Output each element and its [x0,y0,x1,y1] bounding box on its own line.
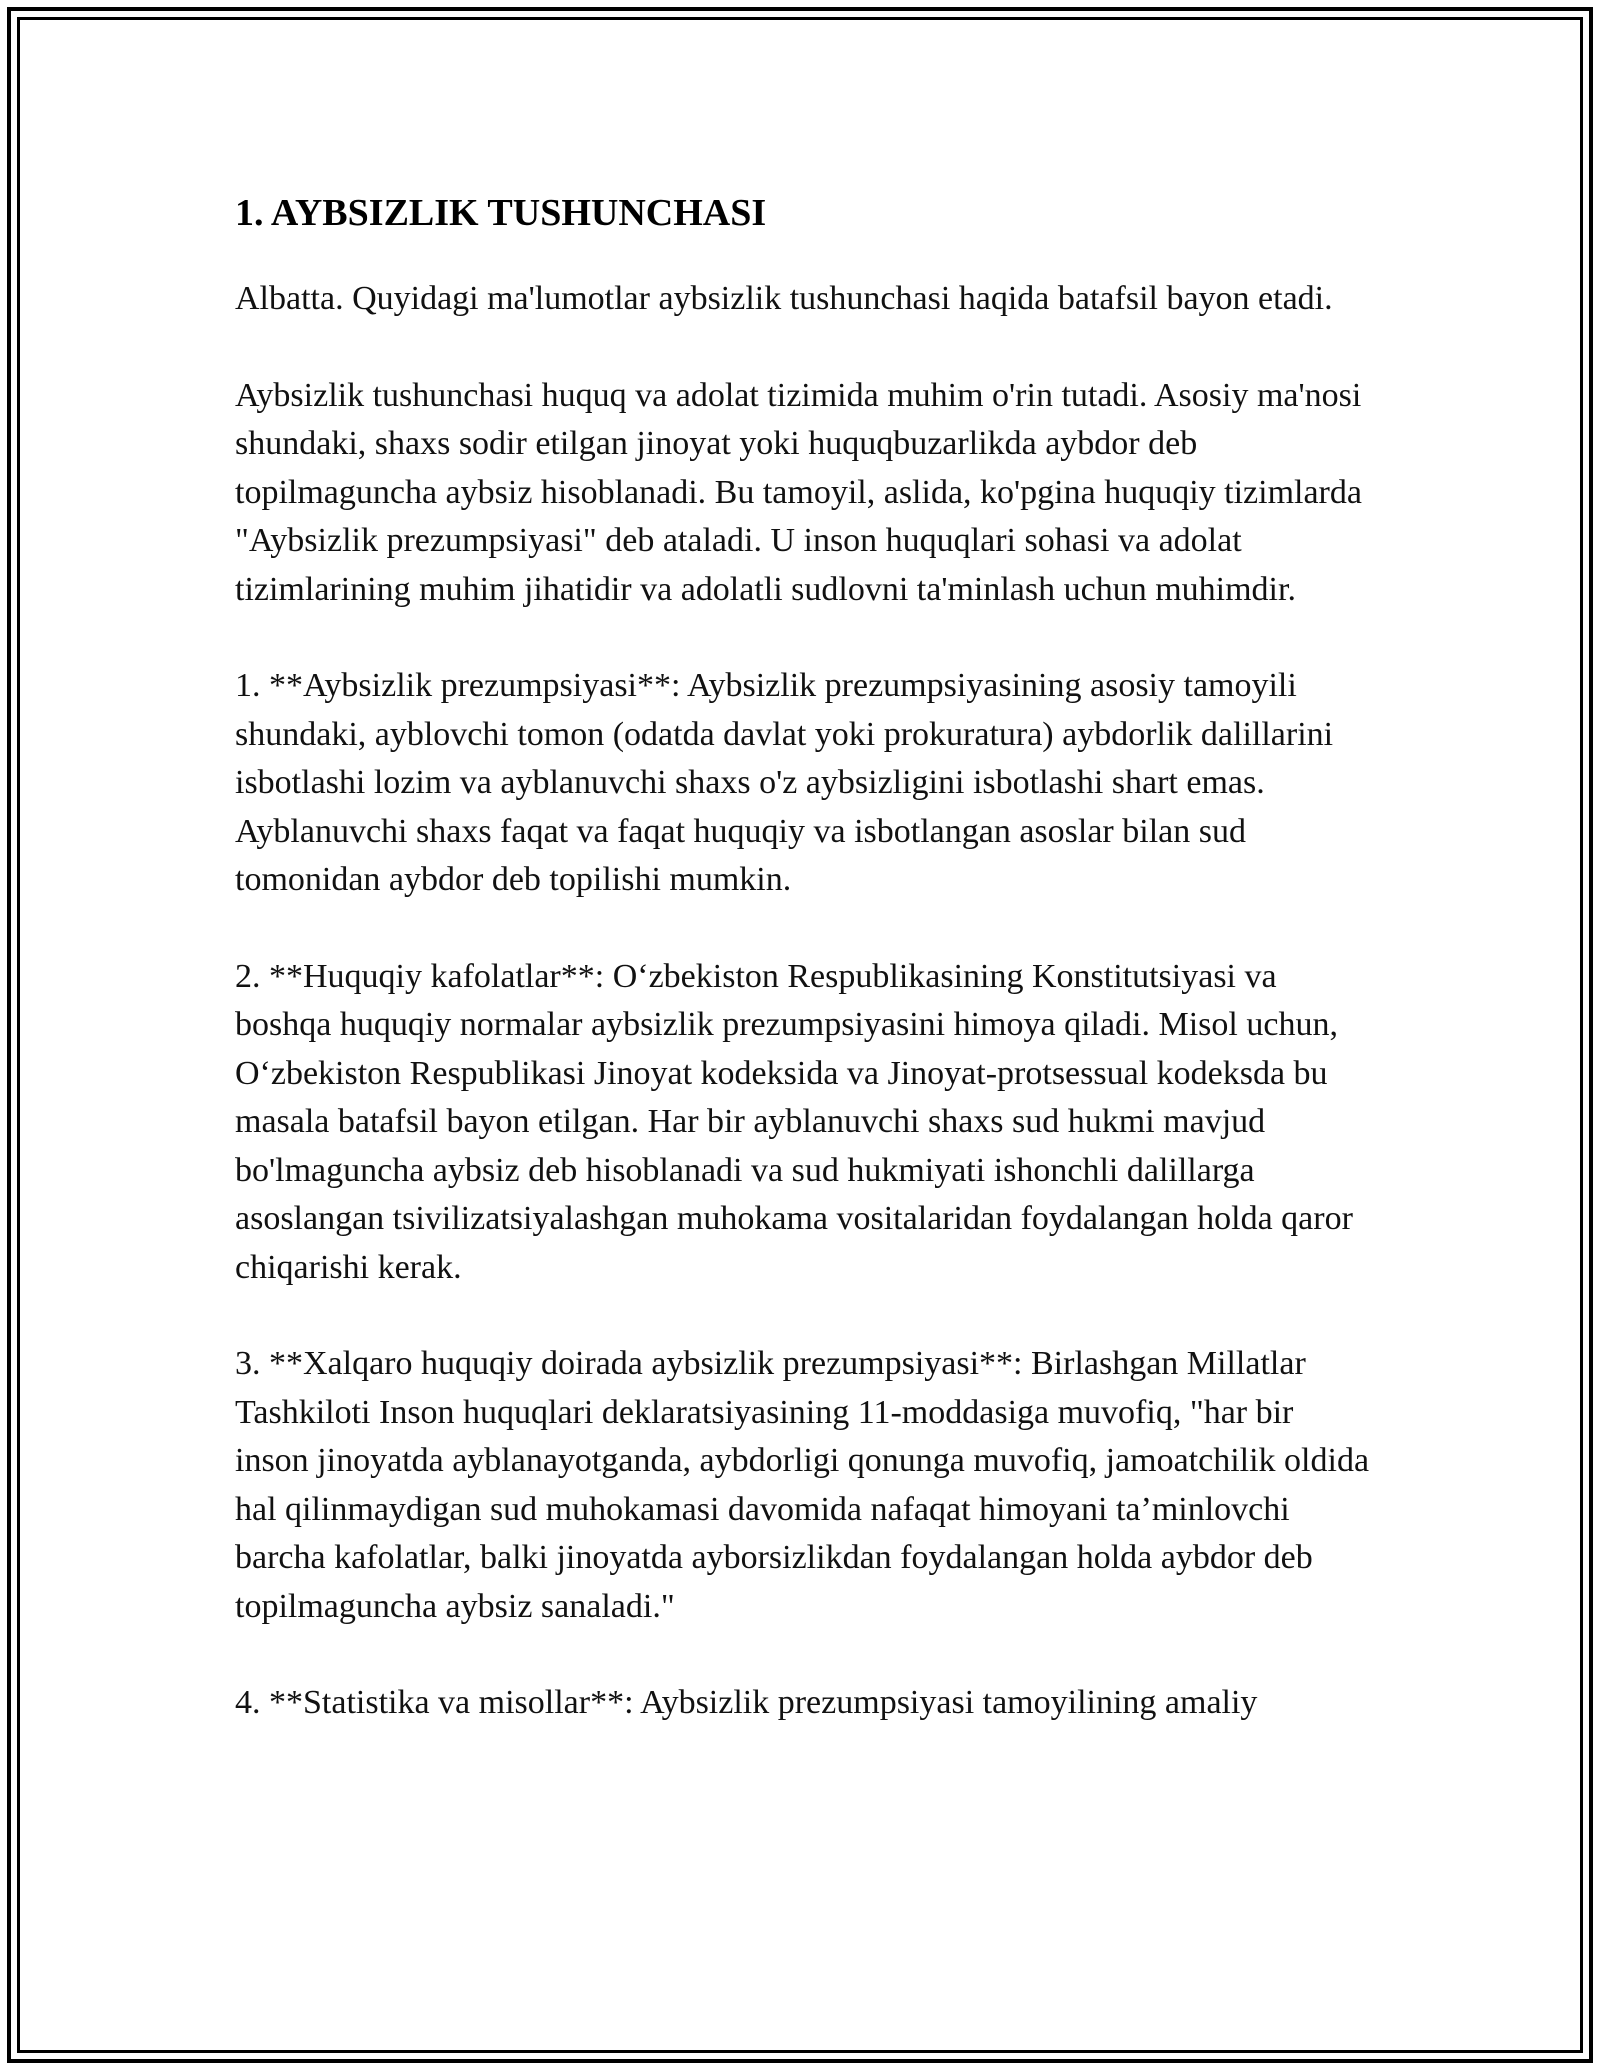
list-item-legal-guarantees: 2. **Huquqiy kafolatlar**: O‘zbekiston Respublikasining Konstitutsiyasi va boshqa huquqiy normalar aybsizlik prezumpsiyasini himoya qiladi. Misol uchun, O‘zbekiston Respublikasi Jinoyat kodeksida va Jinoyat-protsessual kodeksda bu masala batafsil bayon etilgan. Har bir ayblanuvchi shaxs sud hukmi mavjud bo'lmaguncha aybsiz deb hisoblanadi va sud hukmiyati ishonchli dalillarga asoslangan tsivilizatsiyalashgan muhokama vositalaridan foydalangan holda qaror chiqarishi kerak. [235,957,1353,1286]
document-body [235,185,1375,1776]
list-item-presumption: 1. **Aybsizlik prezumpsiyasi**: Aybsizlik prezumpsiyasining asosiy tamoyili shundaki, ayblovchi tomon (odatda davlat yoki prokuratura) aybdorlik dalillarini isbotlashi lozim va ayblanuvchi shaxs o'z aybsizligini isbotlashi shart emas. Ayblanuvchi shaxs faqat va faqat huquqiy va isbotlangan asoslar bilan sud tomonidan aybdor deb topilishi mumkin. [235,667,1334,898]
section-heading: 1. AYBSIZLIK TUSHUNCHASI [235,192,767,234]
intro-paragraph: Albatta. Quyidagi ma'lumotlar aybsizlik tushunchasi haqida batafsil bayon etadi. [235,280,1333,317]
list-item-international-law: 3. **Xalqaro huquqiy doirada aybsizlik prezumpsiyasi**: Birlashgan Millatlar Tashkiloti Inson huquqlari deklaratsiyasining 11-moddasiga muvofiq, "har bir inson jinoyatda ayblanayotganda, aybdorligi qonunga muvofiq, jamoatchilik oldida hal qilinmaydigan sud muhokamasi davomida nafaqat himoyani ta’minlovchi barcha kafolatlar, balki jinoyatda ayborsizlikdan foydalangan holda aybdor deb topilmaguncha aybsiz sanaladi." [235,1345,1370,1625]
concept-paragraph: Aybsizlik tushunchasi huquq va adolat tizimida muhim o'rin tutadi. Asosiy ma'nosi shundaki, shaxs sodir etilgan jinoyat yoki huquqbuzarlikda aybdor deb topilmaguncha aybsiz hisoblanadi. Bu tamoyil, aslida, ko'pgina huquqiy tizimlarda "Aybsizlik prezumpsiyasi" deb ataladi. U inson huquqlari sohasi va adolat tizimlarining muhim jihatidir va adolatli sudlovni ta'minlash uchun muhimdir. [235,376,1362,608]
list-item-statistics: 4. **Statistika va misollar**: Aybsizlik prezumpsiyasi tamoyilining amaliy [235,1684,1258,1721]
